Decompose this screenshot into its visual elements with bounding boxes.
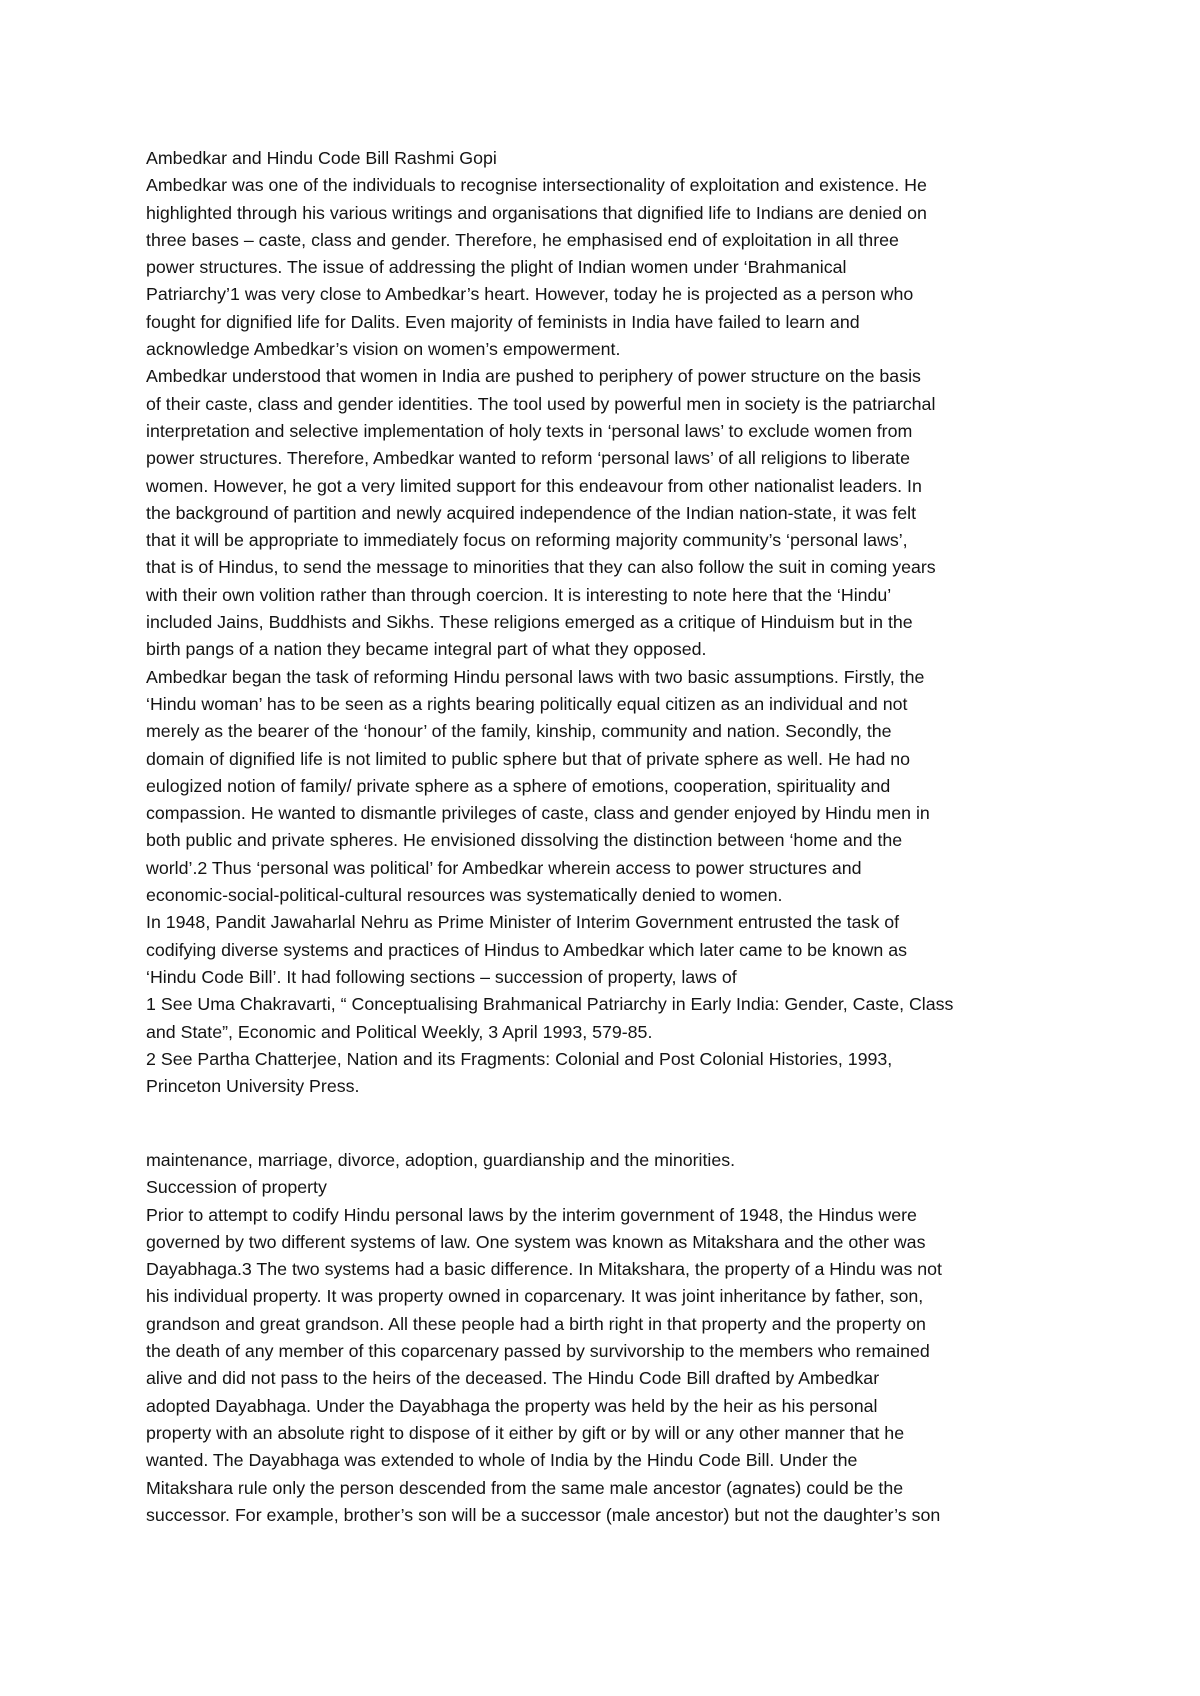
body-line: Dayabhaga.3 The two systems had a basic difference. In Mitakshara, the property of a Hindu was not (146, 1259, 942, 1280)
body-line: the background of partition and newly acquired independence of the Indian nation-state, it was felt (146, 502, 917, 523)
body-line: birth pangs of a nation they became integral part of what they opposed. (146, 639, 707, 660)
body-line: adopted Dayabhaga. Under the Dayabhaga the property was held by the heir as his personal (146, 1395, 878, 1416)
body-line: governed by two different systems of law. One system was known as Mitakshara and the other was (146, 1231, 926, 1252)
body-line: the death of any member of this coparcenary passed by survivorship to the members who remained (146, 1341, 930, 1362)
body-line: merely as the bearer of the ‘honour’ of the family, kinship, community and nation. Secondly, the (146, 721, 892, 742)
body-line: fought for dignified life for Dalits. Even majority of feminists in India have failed to learn and (146, 311, 860, 332)
body-line: acknowledge Ambedkar’s vision on women’s empowerment. (146, 339, 621, 360)
footnote-line: 2 See Partha Chatterjee, Nation and its Fragments: Colonial and Post Colonial Histories, 1993, (146, 1048, 893, 1069)
body-line: property with an absolute right to dispose of it either by gift or by will or any other manner that he (146, 1422, 905, 1443)
document-title: Ambedkar and Hindu Code Bill Rashmi Gopi (146, 148, 497, 168)
body-line: with their own volition rather than through coercion. It is interesting to note here that the ‘Hindu’ (146, 584, 892, 605)
body-line: that it will be appropriate to immediately focus on reforming majority community’s ‘personal laws’, (146, 530, 908, 551)
footnote-line: and State”, Economic and Political Weekly, 3 April 1993, 579-85. (146, 1021, 653, 1042)
body-line: both public and private spheres. He envisioned dissolving the distinction between ‘home and the (146, 830, 903, 851)
body-line: Patriarchy’1 was very close to Ambedkar’s heart. However, today he is projected as a person who (146, 284, 914, 305)
body-line: wanted. The Dayabhaga was extended to whole of India by the Hindu Code Bill. Under the (146, 1450, 858, 1471)
body-line: maintenance, marriage, divorce, adoption, guardianship and the minorities. (146, 1150, 736, 1170)
body-line: economic-social-political-cultural resources was systematically denied to women. (146, 885, 783, 906)
body-line: domain of dignified life is not limited to public sphere but that of private sphere as well. He had no (146, 748, 911, 769)
body-line: eulogized notion of family/ private sphere as a sphere of emotions, cooperation, spirituality and (146, 775, 891, 796)
body-line: Ambedkar understood that women in India are pushed to periphery of power structure on the basis (146, 366, 921, 387)
body-line: codifying diverse systems and practices of Hindus to Ambedkar which later came to be known as (146, 939, 908, 960)
body-line: Ambedkar was one of the individuals to recognise intersectionality of exploitation and existence. He (146, 175, 927, 196)
body-line: ‘Hindu Code Bill’. It had following sections – succession of property, laws of (146, 966, 737, 987)
body-line: three bases – caste, class and gender. Therefore, he emphasised end of exploitation in all three (146, 229, 899, 250)
body-line: power structures. Therefore, Ambedkar wanted to reform ‘personal laws’ of all religions to liberate (146, 448, 910, 469)
footnote-line: Princeton University Press. (146, 1076, 360, 1097)
body-line: his individual property. It was property owned in coparcenary. It was joint inheritance by father, son, (146, 1286, 924, 1307)
body-line: compassion. He wanted to dismantle privileges of caste, class and gender enjoyed by Hindu men in (146, 803, 930, 824)
body-line: alive and did not pass to the heirs of the deceased. The Hindu Code Bill drafted by Ambedkar (146, 1368, 880, 1389)
body-line: In 1948, Pandit Jawaharlal Nehru as Prime Minister of Interim Government entrusted the task of (146, 912, 900, 933)
body-line: women. However, he got a very limited support for this endeavour from other nationalist leaders. In (146, 475, 922, 496)
body-line: world’.2 Thus ‘personal was political’ for Ambedkar wherein access to power structures and (146, 857, 862, 878)
body-line: that is of Hindus, to send the message to minorities that they can also follow the suit in coming years (146, 557, 936, 578)
section-heading: Succession of property (146, 1177, 327, 1198)
body-line: Ambedkar began the task of reforming Hindu personal laws with two basic assumptions. Firstly, the (146, 666, 925, 687)
body-line: Prior to attempt to codify Hindu personal laws by the interim government of 1948, the Hindus were (146, 1204, 917, 1225)
text-block-page-2 (146, 1147, 1071, 1529)
body-line: of their caste, class and gender identities. The tool used by powerful men in society is the patriarchal (146, 393, 936, 414)
body-line: Mitakshara rule only the person descended from the same male ancestor (agnates) could be the (146, 1477, 904, 1498)
body-line: interpretation and selective implementation of holy texts in ‘personal laws’ to exclude women from (146, 420, 913, 441)
body-line: successor. For example, brother’s son will be a successor (male ancestor) but not the daughter’s son (146, 1504, 941, 1525)
body-line: ‘Hindu woman’ has to be seen as a rights bearing politically equal citizen as an individual and not (146, 693, 908, 714)
body-line: included Jains, Buddhists and Sikhs. These religions emerged as a critique of Hinduism but in the (146, 612, 913, 633)
text-block-page-1 (146, 145, 1071, 1100)
body-line: highlighted through his various writings and organisations that dignified life to Indians are denied on (146, 202, 927, 223)
body-line: power structures. The issue of addressing the plight of Indian women under ‘Brahmanical (146, 257, 847, 278)
body-line: grandson and great grandson. All these people had a birth right in that property and the property on (146, 1313, 926, 1334)
footnote-line: 1 See Uma Chakravarti, “ Conceptualising Brahmanical Patriarchy in Early India: Gender, Caste, Class (146, 994, 954, 1015)
